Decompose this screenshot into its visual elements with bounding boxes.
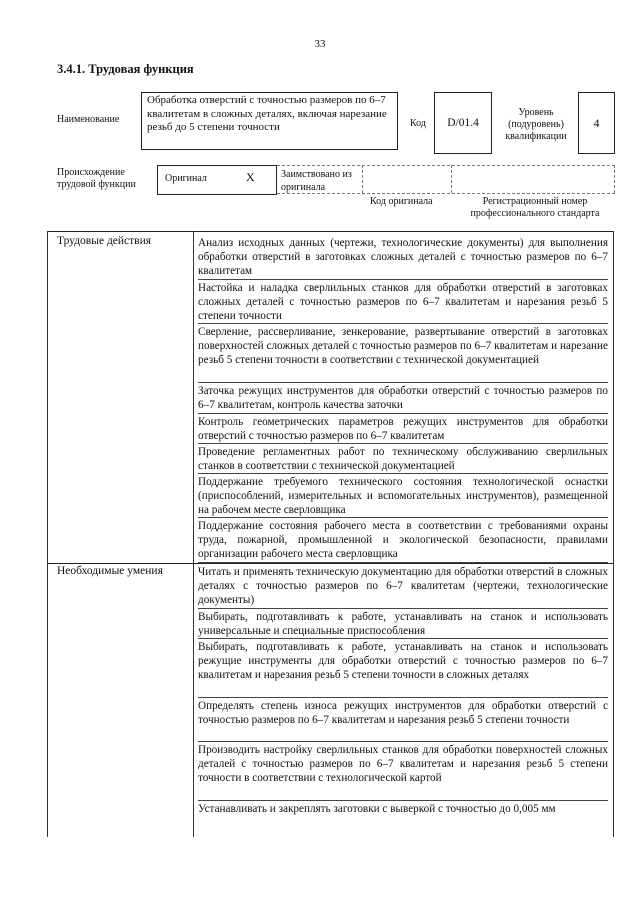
level-box (578, 92, 615, 154)
labor-action-row: Поддержание требуемого технического состояния технологической оснастки (приспособлений, измерительных и вспомогательных инструментов), размещенной на рабочем месте сверловщика (198, 476, 608, 516)
origin-divider-2 (451, 165, 452, 193)
section-title: 3.4.1. Трудовая функция (57, 62, 194, 76)
origin-label: Происхождение трудовой функции (57, 167, 136, 190)
origin-bottom-line (277, 193, 615, 194)
code-box (434, 92, 492, 154)
table-left-border (47, 231, 48, 837)
labor-action-row: Настойка и наладка сверлильных станков для обработки отверстий в заготовках сложных деталей с точностью размеров по 6–7 квалитетам и нарезания резьб 5 степени точности (198, 282, 608, 322)
labor-action-row: Проведение регламентных работ по техническому обслуживанию сверлильных станков в соответствии с технической документацией (198, 446, 608, 472)
skill-row: Выбирать, подготавливать к работе, устанавливать на станок и использовать режущие инструменты для обработки отверстий с точностью размеров по 6–7 квалитетам и нарезания резьб 5 степени точности в сложных деталях (198, 640, 608, 698)
table-top-border (47, 231, 614, 232)
labor-action-row: Заточка режущих инструментов для обработки отверстий с точностью размеров по 6–7 квалитетам, контроль качества заточки (198, 384, 608, 414)
required-skills-label: Необходимые умения (57, 565, 163, 577)
labor-action-row: Анализ исходных данных (чертежи, технологические документы) для выполнения обработки отверстий в заготовках сложных деталей с точностью размеров по 6–7 квалитетам (198, 236, 608, 280)
skill-row: Устанавливать и закреплять заготовки с выверкой с точностью до 0,005 мм (198, 803, 556, 815)
skill-row: Производить настройку сверлильных станков для обработки поверхностей сложных деталей с точностью размеров по 6–7 квалитетам и нарезания резьб 5 степени точности в соответствии с технологической картой (198, 743, 608, 801)
origin-top-line (277, 165, 615, 166)
page-number: 33 (314, 38, 326, 50)
function-name-box: Обработка отверстий с точностью размеров по 6–7 квалитетам в сложных деталях, включая нарезание резьб до 5 степени точности (141, 92, 398, 150)
borrowed-label: Заимствовано из оригинала (281, 169, 352, 193)
labor-action-row: Сверление, рассверливание, зенкерование, развертывание отверстий в заготовках поверхностей сложных деталей с точностью размеров по 6–7 квалитетам и нарезание резьб 5 степени точности в соответствии с технической документацией (198, 325, 608, 383)
original-label: Оригинал (165, 173, 207, 184)
skill-row: Выбирать, подготавливать к работе, устанавливать на станок и использовать универсальные и специальные приспособления (198, 611, 608, 637)
labor-action-row: Поддержание состояния рабочего места в соответствии с требованиями охраны труда, пожарной, промышленной и экологической безопасности, правилами организации рабочего места сверловщика (198, 519, 608, 563)
labor-action-row: Контроль геометрических параметров режущих инструментов для обработки отверстий с точностью размеров по 6–7 квалитетам (198, 416, 608, 442)
name-label: Наименование (57, 114, 120, 125)
labor-actions-label: Трудовые действия (57, 235, 152, 247)
skill-row: Читать и применять техническую документацию для обработки отверстий в сложных деталях с точностью размеров по 6–7 квалитетам (чертежи, технологические документы) (198, 565, 608, 609)
section-divider (47, 563, 614, 564)
table-column-divider (193, 231, 194, 837)
code-label: Код (410, 118, 426, 129)
origin-divider-1 (362, 165, 363, 193)
level-value: 4 (593, 115, 600, 130)
reg-number-label: Регистрационный номер профессионального стандарта (470, 196, 600, 219)
code-original-label: Код оригинала (370, 196, 433, 207)
origin-divider-3 (614, 165, 615, 193)
original-mark: X (246, 170, 255, 184)
code-value: D/01.4 (447, 117, 479, 129)
skill-row: Определять степень износа режущих инструментов для обработки отверстий с точностью размеров по 6–7 квалитетам и нарезания резьб 5 степени точности (198, 699, 608, 742)
level-label: Уровень (подуровень) квалификации (505, 107, 567, 142)
table-right-border (613, 231, 614, 837)
